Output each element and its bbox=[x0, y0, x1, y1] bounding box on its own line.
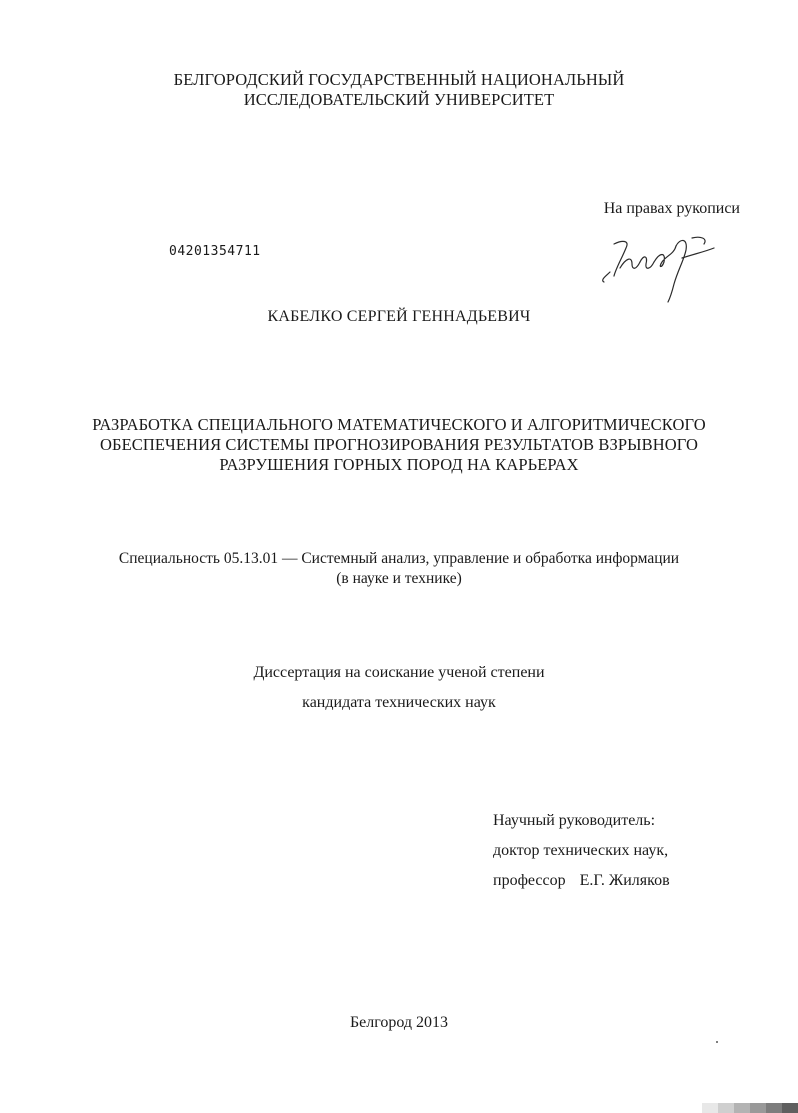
thesis-title bbox=[0, 415, 798, 475]
supervisor-role: Научный руководитель: bbox=[493, 812, 656, 829]
title-line-1: РАЗРАБОТКА СПЕЦИАЛЬНОГО МАТЕМАТИЧЕСКОГО И АЛГОРИТМИЧЕСКОГО bbox=[92, 415, 706, 434]
supervisor-degree: доктор технических наук, bbox=[493, 842, 669, 859]
scan-speck bbox=[716, 1041, 718, 1043]
city-year: Белгород 2013 bbox=[349, 1014, 449, 1031]
degree-statement bbox=[0, 658, 798, 718]
supervisor-title-name bbox=[493, 866, 670, 896]
supervisor-title: профессор bbox=[493, 872, 566, 889]
degree-line-2: кандидата технических наук bbox=[302, 694, 496, 711]
title-line-2: ОБЕСПЕЧЕНИЯ СИСТЕМЫ ПРОГНОЗИРОВАНИЯ РЕЗУЛЬТАТОВ ВЗРЫВНОГО bbox=[99, 435, 698, 454]
university-name bbox=[0, 70, 798, 110]
scan-edge-artifact bbox=[702, 1103, 798, 1113]
manuscript-note: На правах рукописи bbox=[603, 200, 740, 217]
specialty bbox=[0, 549, 798, 589]
specialty-line-1: Специальность 05.13.01 — Системный анализ, управление и обработка информации bbox=[118, 550, 680, 567]
handwritten-signature bbox=[596, 228, 736, 308]
university-line-2: ИССЛЕДОВАТЕЛЬСКИЙ УНИВЕРСИТЕТ bbox=[243, 90, 555, 109]
archive-code-number: 04201354711 bbox=[169, 244, 261, 259]
specialty-line-2: (в науке и технике) bbox=[336, 570, 462, 587]
author-name: КАБЕЛКО СЕРГЕЙ ГЕННАДЬЕВИЧ bbox=[267, 308, 531, 325]
university-line-1: БЕЛГОРОДСКИЙ ГОСУДАРСТВЕННЫЙ НАЦИОНАЛЬНЫЙ bbox=[173, 70, 625, 89]
supervisor-name: Е.Г. Жиляков bbox=[579, 872, 670, 889]
degree-line-1: Диссертация на соискание ученой степени bbox=[253, 664, 545, 681]
supervisor-block bbox=[493, 806, 670, 896]
title-line-3: РАЗРУШЕНИЯ ГОРНЫХ ПОРОД НА КАРЬЕРАХ bbox=[219, 455, 579, 474]
